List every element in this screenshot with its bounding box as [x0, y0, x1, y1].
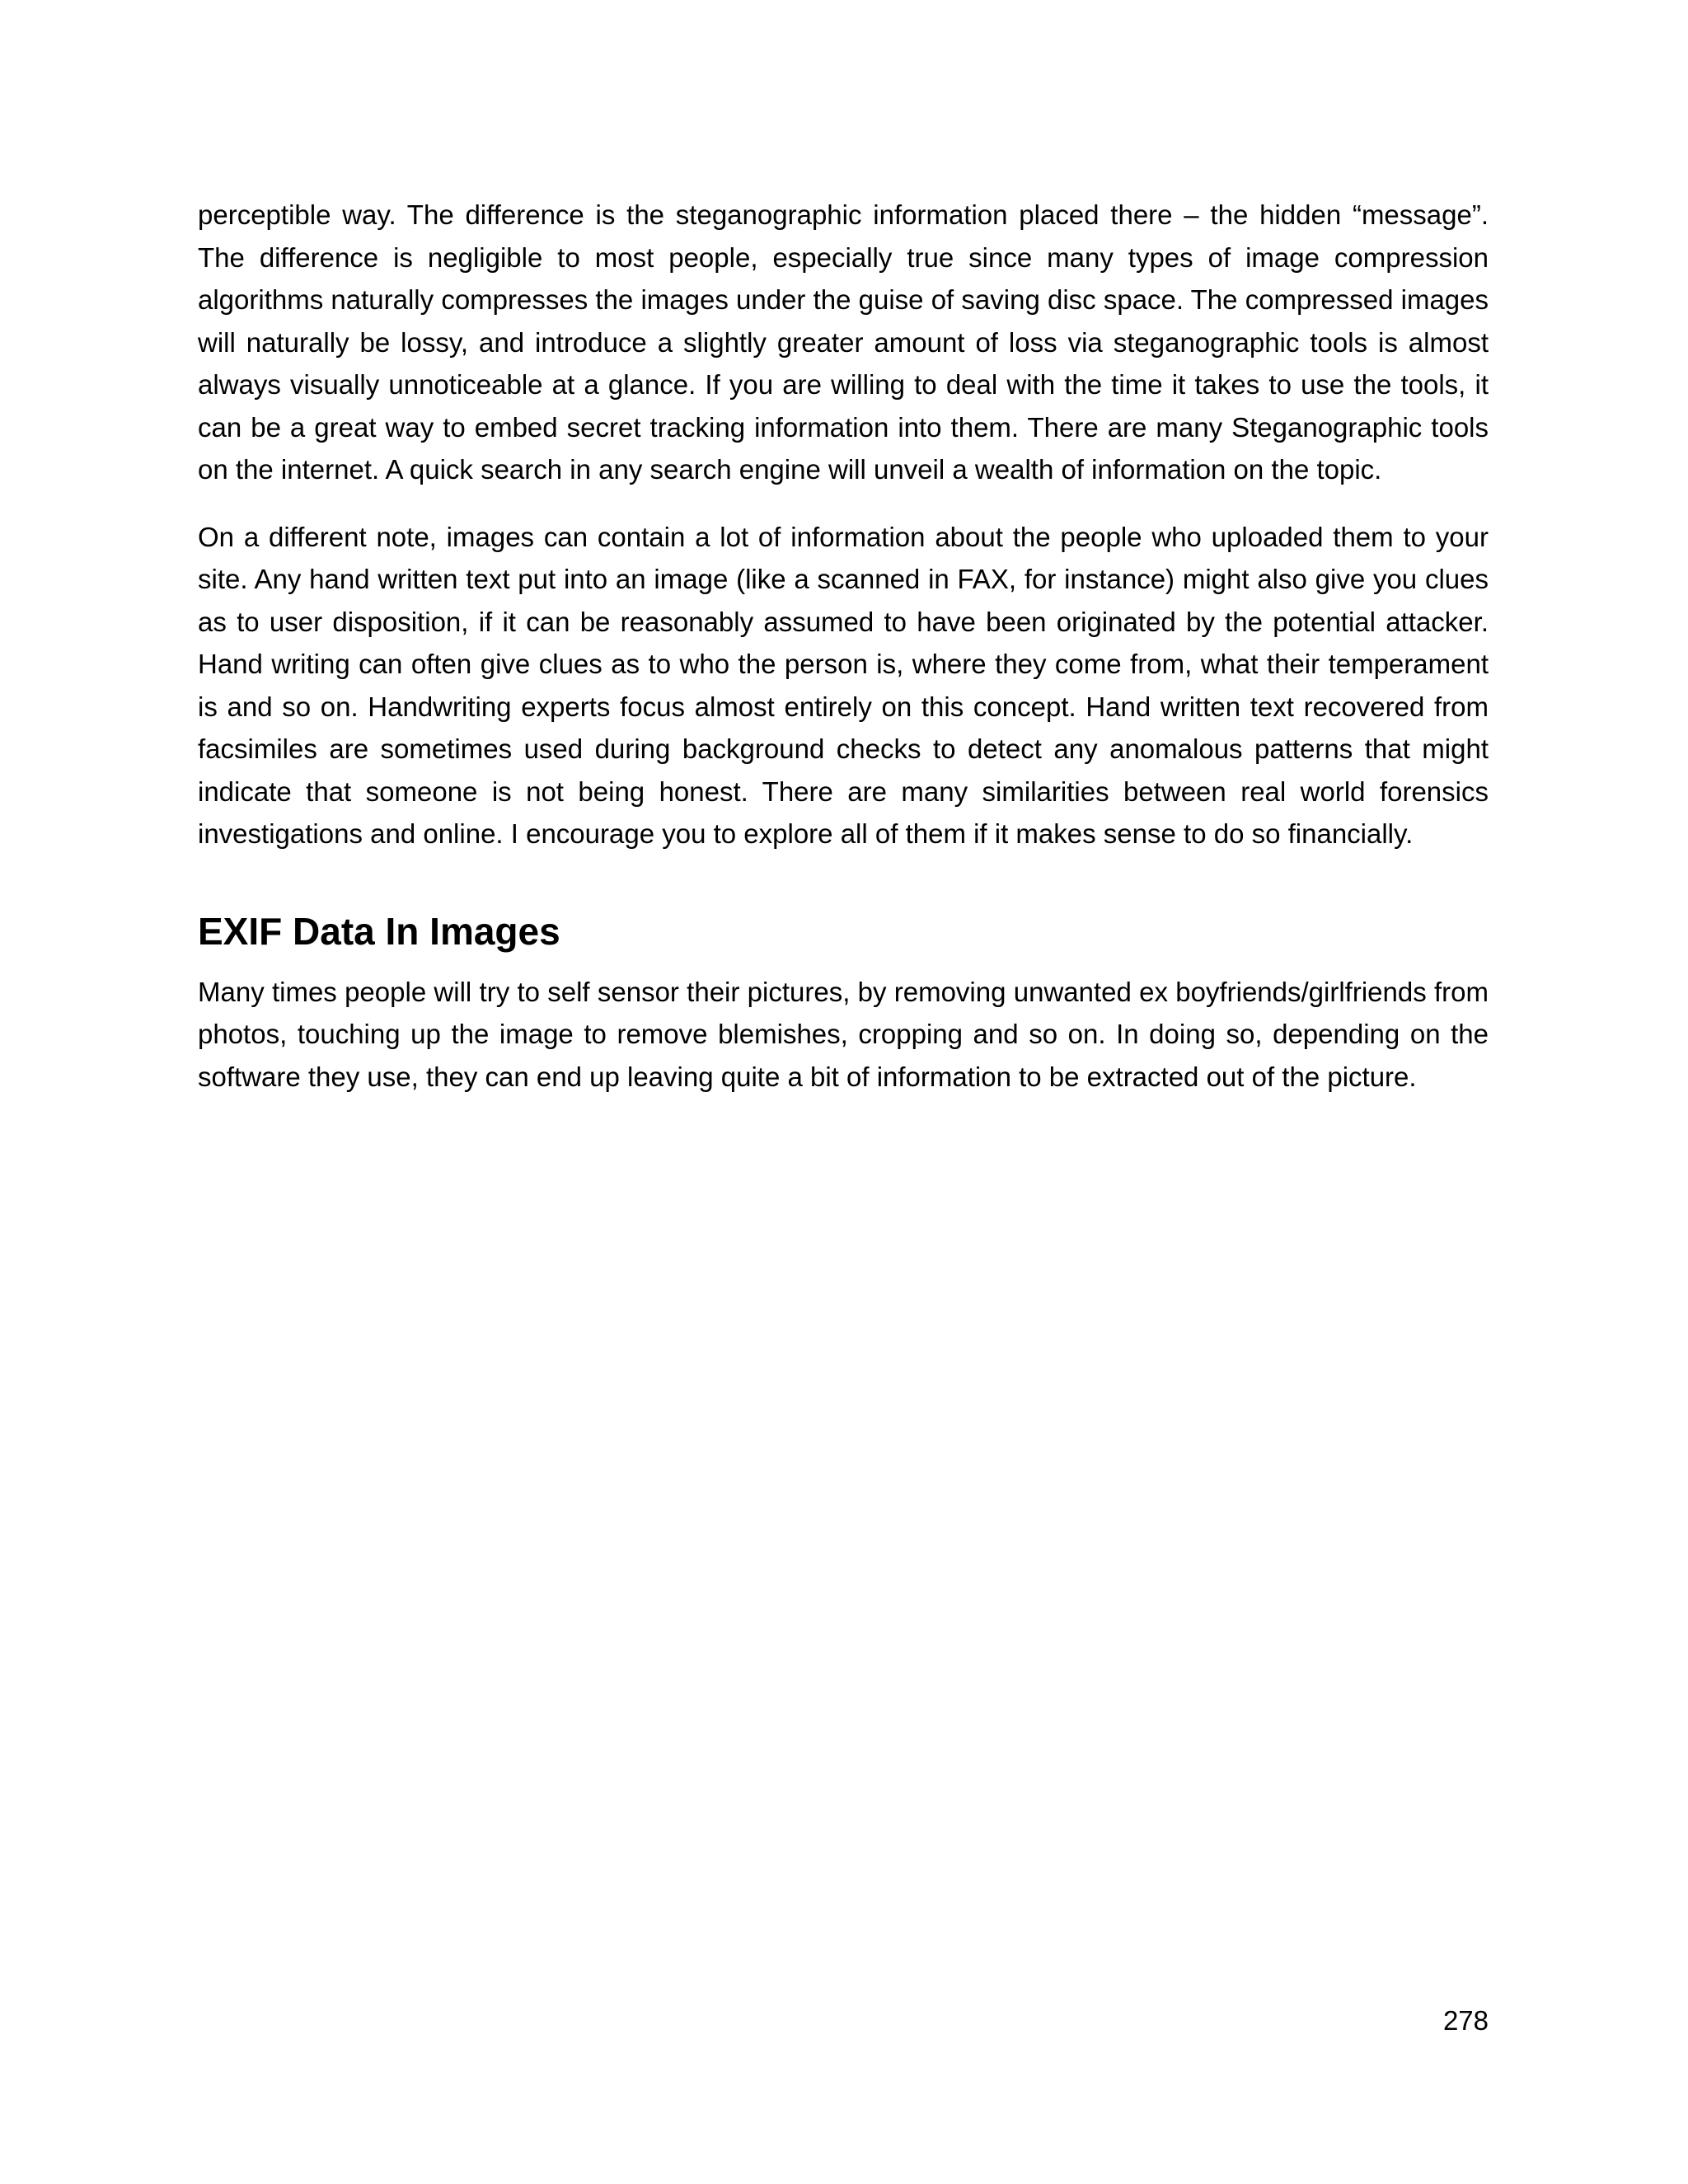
page-number: 278	[1442, 2005, 1489, 2036]
page-content	[198, 194, 1489, 1122]
body-paragraph: perceptible way. The difference is the steganographic information placed there – the hidden “message”. The difference is negligible to most people, especially true since many types of image compression algorithms naturally compresses the images under the guise of saving disc space. The compressed images will naturally be lossy, and introduce a slightly greater amount of loss via steganographic tools is almost always visually unnoticeable at a glance. If you are willing to deal with the time it takes to use the tools, it can be a great way to embed secret tracking information into them. There are many Steganographic tools on the internet. A quick search in any search engine will unveil a wealth of information on the topic.	[198, 199, 1489, 485]
body-paragraph: On a different note, images can contain a lot of information about the people who uploaded them to your site. Any hand written text put into an image (like a scanned in FAX, for instance) might also give you clues as to user disposition, if it can be reasonably assumed to have been originated by the potential attacker. Hand writing can often give clues as to who the person is, where they come from, what their temperament is and so on. Handwriting experts focus almost entirely on this concept. Hand written text recovered from facsimiles are sometimes used during background checks to detect any anomalous patterns that might indicate that someone is not being honest. There are many similarities between real world forensics investigations and online. I encourage you to explore all of them if it makes sense to do so financially.	[198, 521, 1489, 849]
section-heading: EXIF Data In Images	[198, 909, 560, 953]
body-paragraph: Many times people will try to self sensor their pictures, by removing unwanted ex boyfriends/girlfriends from photos, touching up the image to remove blemishes, cropping and so on. In doing so, depending on the software they use, they can end up leaving quite a bit of information to be extracted out of the picture.	[198, 976, 1489, 1092]
